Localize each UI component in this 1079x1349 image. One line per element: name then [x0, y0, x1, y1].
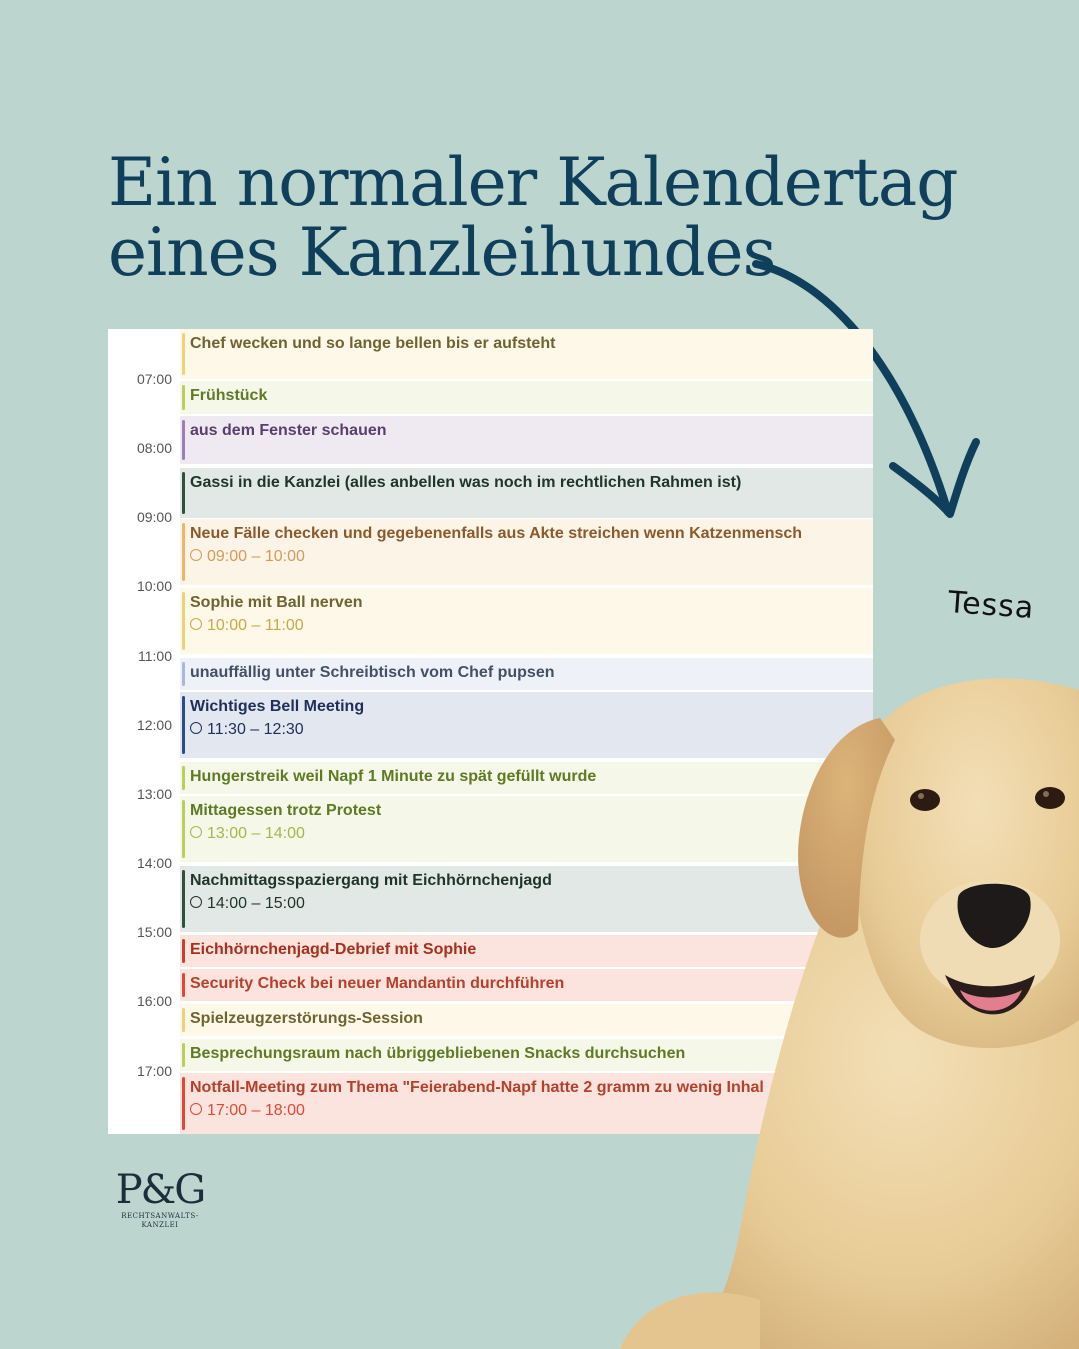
event-time-text: 10:00 – 11:00 [207, 617, 304, 634]
event-title: Hungerstreik weil Napf 1 Minute zu spät gefüllt wurde [190, 768, 597, 785]
logo-mark: P&G [115, 1167, 205, 1213]
hour-label: 07:00 [136, 371, 172, 387]
event-title: unauffällig unter Schreibtisch vom Chef pupsen [190, 664, 555, 681]
event-title: Mittagessen trotz Protest [190, 802, 382, 819]
event-title: Nachmittagsspaziergang mit Eichhörnchenjagd [190, 872, 552, 889]
hour-label: 13:00 [136, 786, 172, 802]
event-time-text: 14:00 – 15:00 [207, 895, 305, 912]
hour-label: 15:00 [136, 924, 172, 940]
event-title: Gassi in die Kanzlei (alles anbellen was noch im rechtlichen Rahmen ist) [190, 474, 742, 491]
event-title: Frühstück [190, 387, 268, 404]
event-time-text: 13:00 – 14:00 [207, 825, 305, 842]
event-title: Eichhörnchenjagd-Debrief mit Sophie [190, 941, 477, 958]
event-title: aus dem Fenster schauen [190, 422, 387, 439]
logo-line-1: RECHTSANWALTS- [121, 1212, 199, 1220]
event-title: Notfall-Meeting zum Thema "Feierabend-Napf hatte 2 gramm zu wenig Inhal [190, 1079, 764, 1096]
logo-line-2: KANZLEI [141, 1221, 179, 1229]
event-time-text: 09:00 – 10:00 [207, 548, 305, 565]
hour-label: 11:00 [138, 648, 172, 664]
hour-label: 12:00 [136, 717, 172, 733]
dog-name-label: Tessa [946, 585, 1036, 626]
title-line-2: eines Kanzleihundes [108, 214, 776, 291]
title-line-1: Ein normaler Kalendertag [108, 144, 958, 221]
event-title: Wichtiges Bell Meeting [190, 698, 365, 715]
event-title: Security Check bei neuer Mandantin durchführen [190, 975, 565, 992]
event-title: Sophie mit Ball nerven [190, 594, 363, 611]
hour-label: 08:00 [136, 440, 172, 456]
event-title: Neue Fälle checken und gegebenenfalls aus Akte streichen wenn Katzenmensch [190, 525, 803, 542]
event-title: Spielzeugzerstörungs-Session [190, 1010, 423, 1027]
hour-label: 10:00 [136, 578, 172, 594]
event-title: Chef wecken und so lange bellen bis er aufsteht [190, 335, 556, 352]
hour-label: 16:00 [136, 993, 172, 1009]
logo [112, 1168, 208, 1230]
event-time-text: 11:30 – 12:30 [207, 721, 304, 738]
hour-label: 17:00 [136, 1063, 172, 1079]
hour-label: 14:00 [136, 855, 172, 871]
event-time-text: 17:00 – 18:00 [207, 1102, 305, 1119]
event-title: Besprechungsraum nach übriggebliebenen Snacks durchsuchen [190, 1045, 686, 1062]
hour-label: 09:00 [136, 509, 172, 525]
